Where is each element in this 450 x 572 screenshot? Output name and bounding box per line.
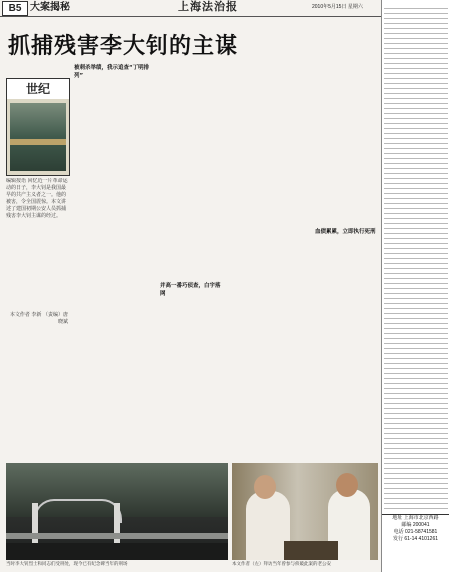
- classified-ad-listings: [384, 4, 448, 512]
- contact-footer: [382, 514, 449, 569]
- subheading-execution: 血债累累，立即执行死刑: [315, 229, 376, 235]
- subheading-investigation: 被刺杀举绩，我示追查“丁明排列”: [74, 65, 150, 79]
- photo-arch: [34, 499, 122, 523]
- interview-photo: [232, 463, 378, 560]
- photo-caption-interview: 本文作者（左）拜访当年曾参与侦破此案的老公安: [232, 562, 331, 567]
- article-byline: 本文作者 李新 （责编）唐晓斌: [9, 312, 68, 325]
- subheading-arrest: 并高一番巧侦查，白宇落网: [160, 283, 221, 297]
- photo-person-right-head: [336, 473, 358, 497]
- photo-rail: [6, 533, 228, 539]
- issue-date: 2010年5月15日 星期六: [312, 4, 363, 10]
- article-title: 抓捕残害李大钊的主谋: [8, 34, 239, 59]
- magazine-cover-title: 世纪: [7, 79, 69, 99]
- contact-postcode: 邮编 200041: [401, 522, 430, 528]
- editor-note: 编辑按语 回忆近一片革命运动的日子，李大钊是我国最早的共产主义者之一。他的被害，令全国震惊。本文讲述了建国初期公安人员抓捕残害李大钊主谋的经过。: [6, 178, 68, 219]
- contact-phone: 电话 021-58741581: [393, 529, 438, 535]
- memorial-photo: [6, 463, 228, 560]
- newspaper-masthead: 上海法治报: [178, 0, 238, 13]
- section-name: 大案揭秘: [30, 2, 70, 13]
- page-number: B5: [2, 1, 28, 16]
- photo-table: [284, 541, 338, 560]
- photo-caption-memorial: 当时李大钊烈士和同志们受刑处，现今已有纪念碑当年的刑场: [6, 562, 128, 567]
- contact-distribution: 发行 61-14 4101261: [392, 536, 439, 542]
- magazine-cover-image: [10, 103, 66, 171]
- photo-person-left-head: [254, 475, 276, 499]
- magazine-cover-stripe: [10, 139, 66, 145]
- photo-ground: [6, 543, 228, 560]
- contact-address: 地址 上海市北京西路: [392, 515, 439, 521]
- magazine-cover: [6, 78, 70, 176]
